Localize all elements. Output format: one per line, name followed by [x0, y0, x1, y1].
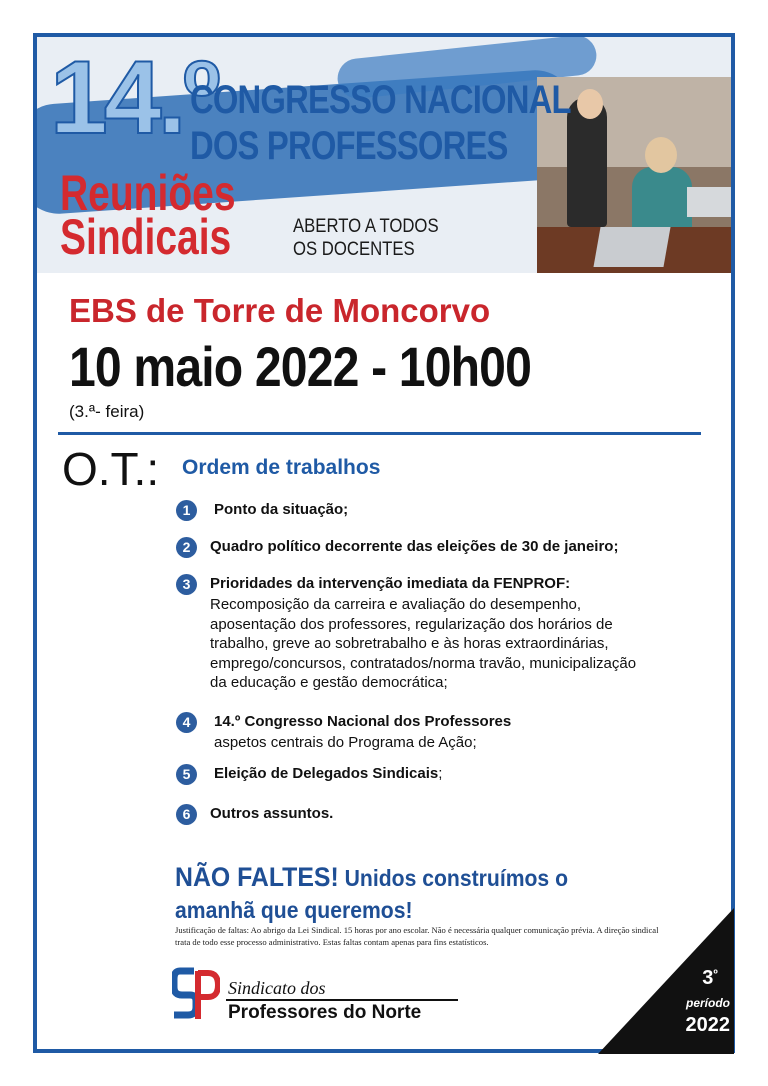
agenda-item-text: aspetos centrais do Programa de Ação; [214, 734, 477, 751]
divider [58, 432, 701, 435]
congress-title-line2: DOS PROFESSORES [190, 124, 508, 168]
period-label: período [686, 996, 730, 1010]
number-badge-icon: 6 [176, 804, 197, 825]
ot-label: O.T.: [62, 443, 160, 495]
number-badge-icon: 5 [176, 764, 197, 785]
meetings-title-line2: Sindicais [60, 209, 232, 265]
event-date-time: 10 maio 2022 - 10h00 [69, 335, 532, 398]
logo-line1: Sindicato dos [228, 978, 326, 998]
absence-justification-note: Justificação de faltas: Ao abrigo da Lei Sindical. 15 horas por ano escolar. Não é necessária qualquer comunicação prévia. A direção sindical trata de todo esse processo administrativo. Estas faltas contam apenas para fins estatísticos. [175, 925, 659, 947]
number-badge-icon: 3 [176, 574, 197, 595]
open-to-all-line1: ABERTO A TODOS [293, 216, 439, 237]
period-number: $3^º$ [702, 967, 718, 989]
event-weekday: (3.ª- feira) [69, 402, 145, 421]
school-name: EBS de Torre de Moncorvo [69, 292, 491, 329]
meetings-title-line1: Reuniões [60, 165, 236, 221]
agenda-item-title: Outros assuntos. [210, 805, 334, 822]
slogan-line1: NÃO FALTES! Unidos construímos o [175, 862, 569, 892]
number-badge-icon: 1 [176, 500, 197, 521]
logo-line2: Professores do Norte [228, 1002, 422, 1023]
agenda-item-title: Quadro político decorrente das eleições de 30 de janeiro; [210, 538, 619, 555]
agenda-item-title: Prioridades da intervenção imediata da FENPROF: [210, 575, 571, 592]
agenda-item-title: 14.º Congresso Nacional dos Professores [214, 713, 512, 730]
agenda-item-title: Ponto da situação; [214, 501, 349, 518]
open-to-all-line2: OS DOCENTES [293, 239, 415, 260]
agenda-item-title: Eleição de Delegados Sindicais; [214, 765, 443, 782]
logo-underline [226, 999, 458, 1001]
period-year: 2022 [685, 1014, 730, 1036]
number-badge-icon: 4 [176, 712, 197, 733]
number-badge-icon: 2 [176, 537, 197, 558]
agenda-item-text: Recomposição da carreira e avaliação do desempenho, aposentação dos professores, regularização dos horários de trabalho, greve ao sobretrabalho e às horas extraordinárias, emprego/concursos, contratados/norma travão, municipalização da educação e gestão democrática; [210, 596, 637, 691]
congress-title-line1: CONGRESSO NACIONAL [190, 78, 571, 122]
congress-number: 14.º [50, 40, 217, 156]
agenda-title: Ordem de trabalhos [182, 456, 381, 479]
slogan-line2: amanhã que queremos! [175, 897, 413, 923]
spn-logo-icon [172, 967, 220, 1023]
